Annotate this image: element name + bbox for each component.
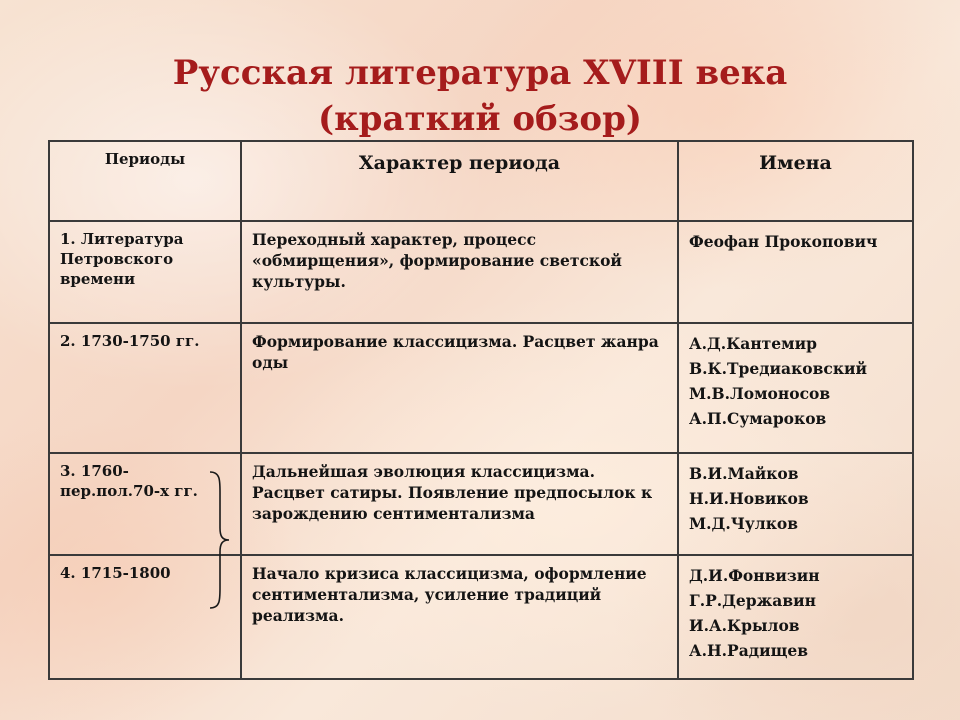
name-item: Д.И.Фонвизин [689, 566, 820, 585]
names-cell [678, 453, 913, 555]
curly-brace-icon [202, 470, 232, 610]
name-item: М.Д.Чулков [689, 514, 799, 533]
name-item: М.В.Ломоносов [689, 384, 831, 403]
table-row [49, 323, 913, 453]
header-names: Имена [678, 141, 913, 221]
period-cell: 4. 1715-1800 [49, 555, 241, 679]
period-cell: 1. Литература Петровского времени [49, 221, 241, 323]
header-row [49, 141, 913, 221]
name-item: Г.Р.Державин [689, 591, 816, 610]
names-cell [678, 221, 913, 323]
name-item: Н.И.Новиков [689, 489, 809, 508]
name-item: И.А.Крылов [689, 616, 800, 635]
name-item: А.Д.Кантемир [689, 334, 817, 353]
character-cell: Переходный характер, процесс «обмирщения», формирование светской культуры. [241, 221, 678, 323]
title-line-1: Русская литература XVIII века [172, 53, 788, 93]
table-row [49, 555, 913, 679]
name-item: А.П.Сумароков [689, 409, 827, 428]
name-item: В.К.Тредиаковский [689, 359, 868, 378]
period-cell: 2. 1730-1750 гг. [49, 323, 241, 453]
name-item: А.Н.Радищев [689, 641, 808, 660]
name-item: Феофан Прокопович [689, 232, 878, 251]
table-row [49, 453, 913, 555]
character-cell: Дальнейшая эволюция классицизма. Расцвет сатиры. Появление предпосылок к зарождению сентиментализма [241, 453, 678, 555]
period-cell: 3. 1760- пер.пол.70-х гг. [49, 453, 241, 555]
character-cell: Начало кризиса классицизма, оформление сентиментализма, усиление традиций реализма. [241, 555, 678, 679]
slide-title [0, 50, 960, 142]
names-cell [678, 323, 913, 453]
names-cell [678, 555, 913, 679]
header-periods: Периоды [49, 141, 241, 221]
literature-periods-table [48, 140, 914, 680]
table-row [49, 221, 913, 323]
title-line-2: (краткий обзор) [318, 99, 642, 139]
character-cell: Формирование классицизма. Расцвет жанра оды [241, 323, 678, 453]
name-item: В.И.Майков [689, 464, 799, 483]
header-character: Характер периода [241, 141, 678, 221]
